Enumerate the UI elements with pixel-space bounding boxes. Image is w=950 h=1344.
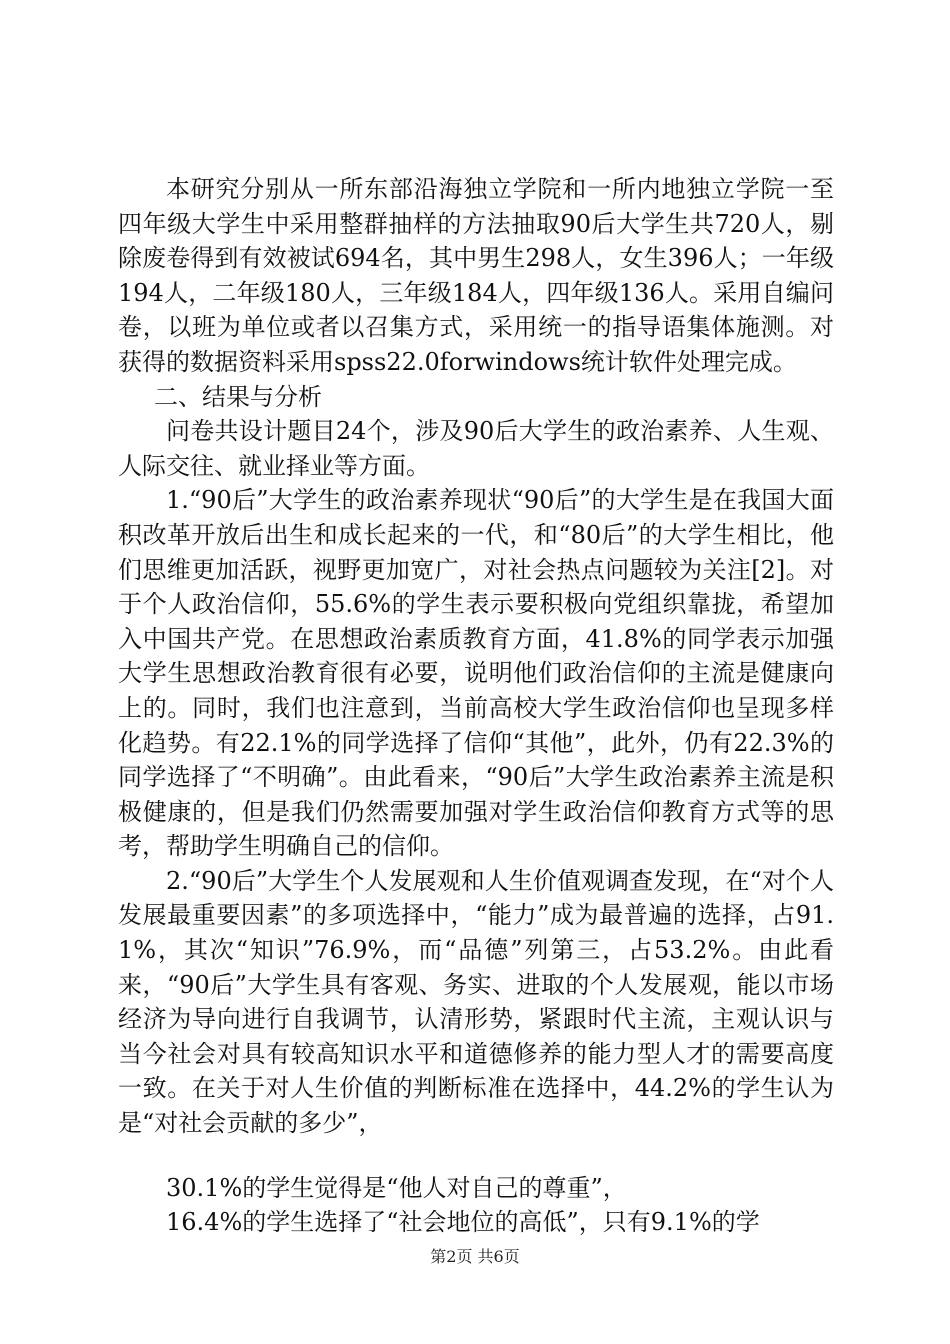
- page-number-footer: 第2页 共6页: [430, 1247, 520, 1266]
- spacer: [118, 1141, 834, 1171]
- paragraph-development-values: 2.“90后”大学生个人发展观和人生价值观调查发现，在“对个人发展最重要因素”的多项选择中，“能力”成为最普遍的选择，占91.1%，其次“知识”76.9%，而“品德”列第三，占53.2%。由此看来，“90后”大学生具有客观、务实、进取的个人发展观，能以市场经济为导向进行自我调节，认清形势，紧跟时代主流，主观认识与当今社会对具有较高知识水平和道德修养的能力型人才的需要高度一致。在关于对人生价值的判断标准在选择中，44.2%的学生认为是“对社会贡献的多少”，: [118, 866, 834, 1138]
- section-heading-results: 二、结果与分析: [154, 382, 322, 411]
- paragraph-survey-overview: 问卷共设计题目24个，涉及90后大学生的政治素养、人生观、人际交往、就业择业等方面。: [118, 417, 834, 480]
- paragraph-method: 本研究分别从一所东部沿海独立学院和一所内地独立学院一至四年级大学生中采用整群抽样的方法抽取90后大学生共720人，剔除废卷得到有效被试694名，其中男生298人，女生396人；一年级194人，二年级180人，三年级184人，四年级136人。采用自编问卷，以班为单位或者以召集方式，采用统一的指导语集体施测。对获得的数据资料采用spss22.0forwindows统计软件处理完成。: [118, 175, 834, 376]
- paragraph-political-literacy: 1.“90后”大学生的政治素养现状“90后”的大学生是在我国大面积改革开放后出生和成长起来的一代，和“80后”的大学生相比，他们思维更加活跃，视野更加宽广，对社会热点问题较为关注[2]。对于个人政治信仰，55.6%的学生表示要积极向党组织靠拢，希望加入中国共产党。在思想政治素质教育方面，41.8%的同学表示加强大学生思想政治教育很有必要，说明他们政治信仰的主流是健康向上的。同时，我们也注意到，当前高校大学生政治信仰也呈现多样化趋势。有22.1%的同学选择了信仰“其他”，此外，仍有22.3%的同学选择了“不明确”。由此看来，“90后”大学生政治素养主流是积极健康的，但是我们仍然需要加强对学生政治信仰教育方式等的思考，帮助学生明确自己的信仰。: [118, 486, 834, 861]
- paragraph-fragment-status: 16.4%的学生选择了“社会地位的高低”，只有9.1%的学: [166, 1208, 760, 1237]
- paragraph-fragment-respect: 30.1%的学生觉得是“他人对自己的尊重”，: [166, 1173, 627, 1202]
- document-body: [118, 172, 834, 1240]
